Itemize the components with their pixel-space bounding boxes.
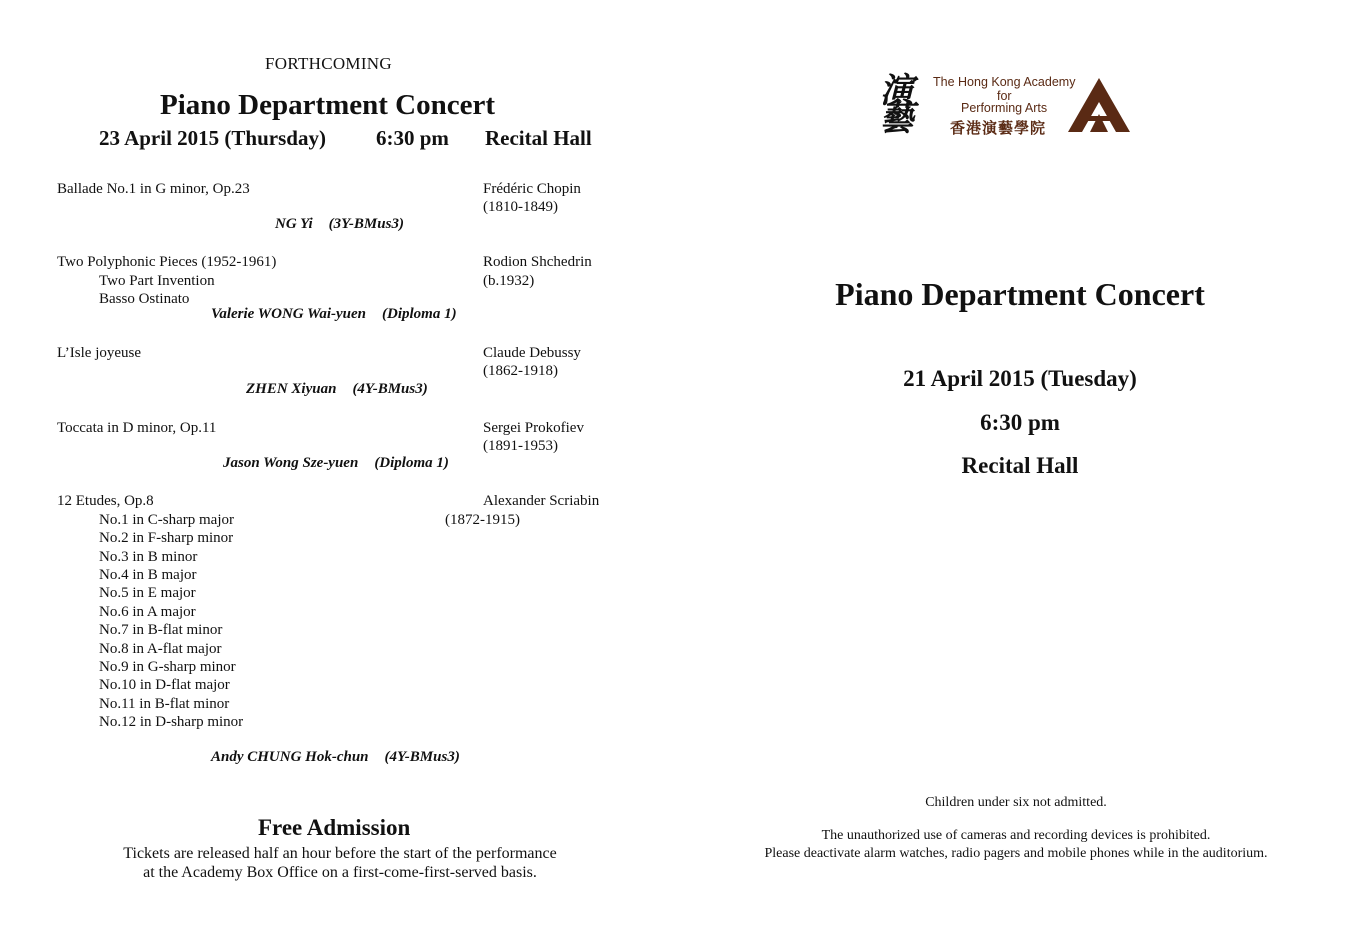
performer-name: Valerie WONG Wai-yuen	[211, 306, 367, 322]
program-movement: No.12 in D-sharp minor	[99, 714, 244, 730]
academy-logo	[873, 72, 1136, 144]
program-movement: No.4 in B major	[99, 567, 197, 583]
right-concert-date: 21 April 2015 (Tuesday)	[903, 366, 1137, 391]
program-movement: No.8 in A-flat major	[99, 641, 222, 657]
program-composer-dates: (1810-1849)	[483, 199, 558, 215]
program-work: L’Isle joyeuse	[57, 345, 142, 361]
program-composer: Frédéric Chopin	[483, 181, 581, 197]
logo-chinese-name: 香港演藝學院	[950, 119, 1047, 137]
logo-name-line: Performing Arts	[961, 101, 1048, 115]
performer-level: (4Y-BMus3)	[384, 749, 460, 765]
forthcoming-label: FORTHCOMING	[265, 54, 392, 73]
performer-name: NG Yi	[275, 216, 313, 232]
program-movement: No.9 in G-sharp minor	[99, 659, 236, 675]
program-work: Two Polyphonic Pieces (1952-1961)	[57, 254, 277, 270]
right-concert-time: 6:30 pm	[980, 410, 1060, 435]
program-composer: Sergei Prokofiev	[483, 420, 584, 436]
program-movement: No.11 in B-flat minor	[99, 696, 230, 712]
left-concert-title: Piano Department Concert	[160, 89, 496, 121]
recording-notice: The unauthorized use of cameras and recording devices is prohibited.	[821, 828, 1211, 843]
program-work: 12 Etudes, Op.8	[57, 493, 154, 509]
program-composer-dates: (1862-1918)	[483, 363, 558, 379]
program-composer-dates: (b.1932)	[483, 273, 535, 289]
program-composer: Rodion Shchedrin	[483, 254, 592, 270]
admission-notice: Children under six not admitted.	[925, 795, 1107, 810]
right-concert-title: Piano Department Concert	[835, 276, 1205, 312]
program-work: Ballade No.1 in G minor, Op.23	[57, 181, 250, 197]
program-movement: No.6 in A major	[99, 604, 196, 620]
program-composer: Alexander Scriabin	[483, 493, 600, 509]
performer-name: Jason Wong Sze-yuen	[223, 455, 359, 471]
program-movement: Basso Ostinato	[99, 291, 190, 307]
program-composer: Claude Debussy	[483, 345, 581, 361]
logo-name-line: for	[997, 89, 1012, 103]
program-composer-dates: (1891-1953)	[483, 438, 558, 454]
program-movement: No.10 in D-flat major	[99, 677, 230, 693]
program-movement: Two Part Invention	[99, 273, 215, 289]
program-movement: No.3 in B minor	[99, 549, 198, 565]
program-performer	[275, 216, 404, 233]
program-movement: No.1 in C-sharp major	[99, 512, 234, 528]
performer-level: (Diploma 1)	[374, 455, 449, 471]
tickets-note: Tickets are released half an hour before the start of the performance	[123, 845, 557, 862]
program-performer	[246, 381, 428, 398]
performer-level: (3Y-BMus3)	[328, 216, 404, 232]
free-admission-heading: Free Admission	[258, 815, 411, 840]
program-movement: No.2 in F-sharp minor	[99, 530, 234, 546]
logo-name-line: The Hong Kong Academy	[933, 75, 1076, 89]
program-performer	[223, 455, 449, 472]
program-composer-dates: (1872-1915)	[445, 512, 520, 528]
performer-name: Andy CHUNG Hok-chun	[211, 749, 369, 765]
program-performer	[211, 749, 460, 766]
performer-name: ZHEN Xiyuan	[246, 381, 337, 397]
academy-emblem-icon	[1066, 76, 1132, 134]
left-concert-date: 23 April 2015 (Thursday)	[99, 126, 326, 150]
calligraphy-mark: 演藝	[873, 72, 913, 128]
left-concert-time: 6:30 pm	[376, 126, 449, 150]
right-concert-venue: Recital Hall	[961, 453, 1079, 478]
program-movement: No.7 in B-flat minor	[99, 622, 223, 638]
devices-notice: Please deactivate alarm watches, radio pagers and mobile phones while in the auditorium.	[764, 846, 1268, 861]
performer-level: (Diploma 1)	[382, 306, 457, 322]
performer-level: (4Y-BMus3)	[352, 381, 428, 397]
left-concert-venue: Recital Hall	[485, 126, 592, 150]
tickets-note: at the Academy Box Office on a first-come-first-served basis.	[143, 864, 537, 881]
program-work: Toccata in D minor, Op.11	[57, 420, 217, 436]
program-performer	[211, 306, 457, 323]
program-movement: No.5 in E major	[99, 585, 196, 601]
